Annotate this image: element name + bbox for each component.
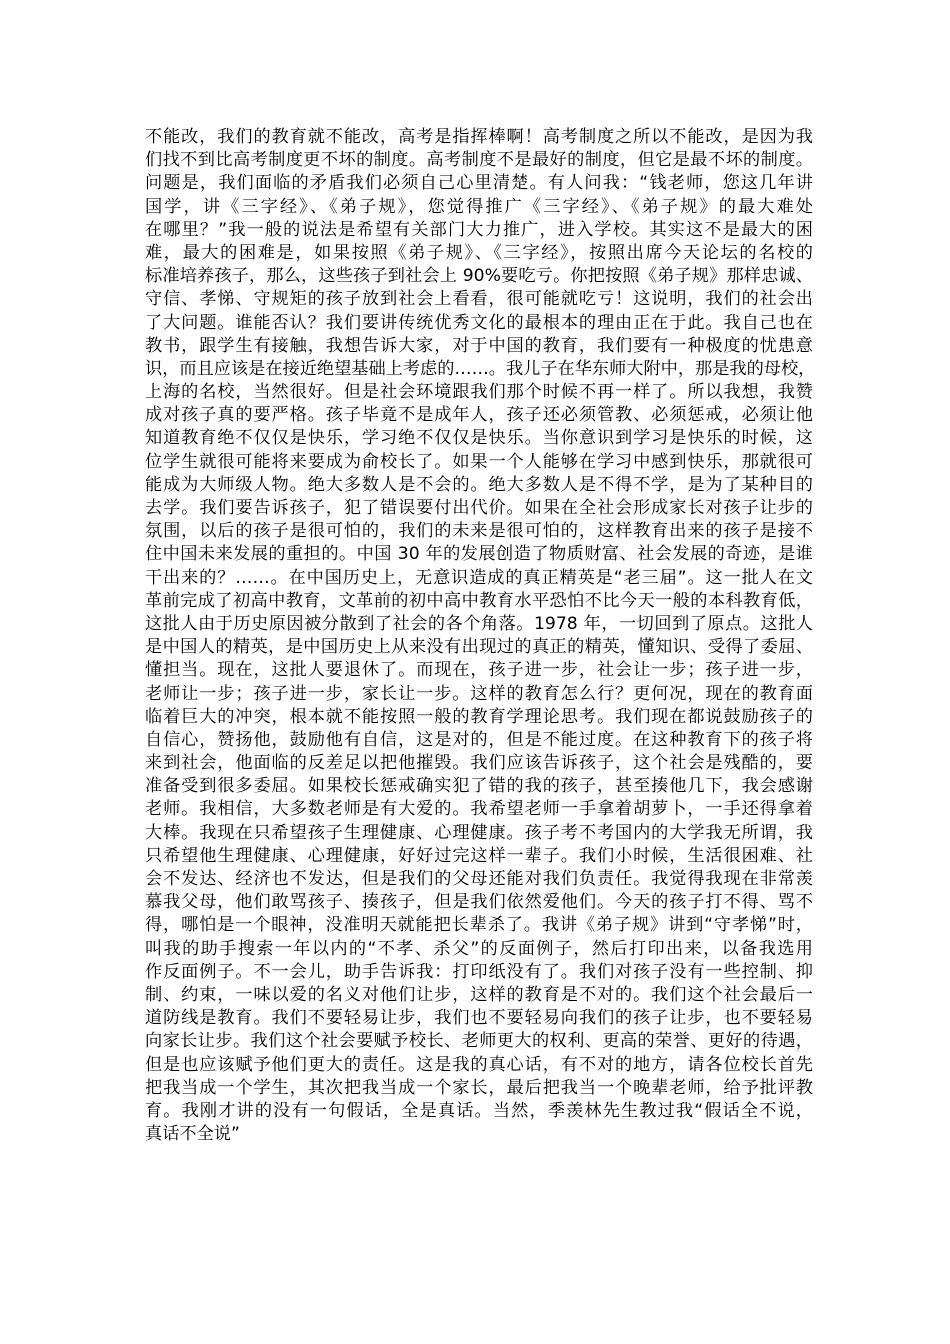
text-line: 把我当成一个学生，其次把我当成一个家长，最后把我当一个晚辈老师，给予批评教 xyxy=(145,1077,813,1098)
text-line: 革前完成了初高中教育，文革前的初中高中教育水平恐怕不比今天一般的本科教育低， xyxy=(145,590,813,611)
text-line: 氛围，以后的孩子是很可怕的，我们的未来是很可怕的，这样教育出来的孩子是接不 xyxy=(145,521,813,542)
text-line: 育。我刚才讲的没有一句假话，全是真话。当然，季羡林先生教过我“假话全不说， xyxy=(145,1100,813,1121)
text-line: 得，哪怕是一个眼神，没准明天就能把长辈杀了。我讲《弟子规》讲到“守孝悌”时， xyxy=(145,915,813,936)
text-line: 向家长让步。我们这个社会要赋予校长、老师更大的权利、更高的荣誉、更好的待遇， xyxy=(145,1031,813,1052)
text-line: 老师。我相信，大多数老师是有大爱的。我希望老师一手拿着胡萝卜，一手还得拿着 xyxy=(145,799,813,820)
text-line: 干出来的？……。在中国历史上，无意识造成的真正精英是“老三届”。这一批人在文 xyxy=(145,567,813,588)
text-line: 住中国未来发展的重担的。中国 30 年的发展创造了物质财富、社会发展的奇迹，是谁 xyxy=(145,544,813,565)
body-text xyxy=(145,126,816,1146)
text-line: 自信心，赞扬他，鼓励他有自信，这是对的，但是不能过度。在这种教育下的孩子将 xyxy=(145,729,813,750)
text-line: 教书，跟学生有接触，我想告诉大家，对于中国的教育，我们要有一种极度的忧患意 xyxy=(145,335,813,356)
text-line: 老师让一步；孩子进一步，家长让一步。这样的教育怎么行？更何况，现在的教育面 xyxy=(145,683,813,704)
text-line: 上海的名校，当然很好。但是社会环境跟我们那个时候不再一样了。所以我想，我赞 xyxy=(145,382,813,403)
text-line: 问题是，我们面临的矛盾我们必须自己心里清楚。有人问我：“钱老师，您这几年讲 xyxy=(145,173,813,194)
text-line: 能成为大师级人物。绝大多数人是不会的。绝大多数人是不得不学，是为了某种目的 xyxy=(145,474,813,495)
text-line: 守信、孝悌、守规矩的孩子放到社会上看看，很可能就吃亏！这说明，我们的社会出 xyxy=(145,289,813,310)
text-line: 来到社会，他面临的反差足以把他摧毁。我们应该告诉孩子，这个社会是残酷的，要 xyxy=(145,753,813,774)
text-line: 只希望他生理健康、心理健康，好好过完这样一辈子。我们小时候，生活很困难、社 xyxy=(145,845,813,866)
text-line: 是中国人的精英，是中国历史上从来没有出现过的真正的精英，懂知识、受得了委屈、 xyxy=(145,637,813,658)
text-line: 不能改，我们的教育就不能改，高考是指挥棒啊！高考制度之所以不能改，是因为我 xyxy=(145,127,813,147)
text-line: 知道教育绝不仅仅是快乐，学习绝不仅仅是快乐。当你意识到学习是快乐的时候，这 xyxy=(145,428,813,449)
text-line: 位学生就很可能将来要成为俞校长了。如果一个人能够在学习中感到快乐，那就很可 xyxy=(145,451,813,472)
text-line: 国学，讲《三字经》、《弟子规》，您觉得推广《三字经》、《弟子规》的最大难处 xyxy=(145,196,813,217)
text-line: 大棒。我现在只希望孩子生理健康、心理健康。孩子考不考国内的大学我无所谓，我 xyxy=(145,822,813,843)
text-line: 制、约束，一味以爱的名义对他们让步，这样的教育是不对的。我们这个社会最后一 xyxy=(145,984,813,1005)
text-line: 准备受到很多委屈。如果校长惩戒确实犯了错的我的孩子，甚至揍他几下，我会感谢 xyxy=(145,776,813,797)
text-line: 会不发达、经济也不发达，但是我们的父母还能对我们负责任。我觉得我现在非常羡 xyxy=(145,869,813,889)
text-line: 临着巨大的冲突，根本就不能按照一般的教育学理论思考。我们现在都说鼓励孩子的 xyxy=(145,706,813,727)
text-line: 这批人由于历史原因被分散到了社会的各个角落。1978 年，一切回到了原点。这批人 xyxy=(145,613,813,634)
text-line: 懂担当。现在，这批人要退休了。而现在，孩子进一步，社会让一步；孩子进一步， xyxy=(145,660,813,681)
text-line: 慕我父母，他们敢骂孩子、揍孩子，但是我们依然爱他们。今天的孩子打不得、骂不 xyxy=(145,892,813,913)
text-line: 标准培养孩子，那么，这些孩子到社会上 90%要吃亏。你把按照《弟子规》那样忠诚、 xyxy=(145,266,813,287)
text-line: 但是也应该赋予他们更大的责任。这是我的真心话，有不对的地方，请各位校长首先 xyxy=(145,1054,813,1075)
text-line: 在哪里？”我一般的说法是希望有关部门大力推广，进入学校。其实这不是最大的困 xyxy=(145,219,813,240)
text-line: 成对孩子真的要严格。孩子毕竟不是成年人，孩子还必须管教、必须惩戒，必须让他 xyxy=(145,405,813,426)
text-line: 作反面例子。不一会儿，助手告诉我：打印纸没有了。我们对孩子没有一些控制、抑 xyxy=(145,961,813,982)
text-line: 去学。我们要告诉孩子，犯了错误要付出代价。如果在全社会形成家长对孩子让步的 xyxy=(145,498,813,518)
text-line: 们找不到比高考制度更不坏的制度。高考制度不是最好的制度，但它是最不坏的制度。 xyxy=(145,150,813,171)
text-line: 识，而且应该是在接近绝望基础上考虑的……。我儿子在华东师大附中，那是我的母校， xyxy=(145,358,816,379)
text-line: 难，最大的困难是，如果按照《弟子规》、《三字经》，按照出席今天论坛的名校的 xyxy=(145,242,813,263)
text-line: 了大问题。谁能否认？我们要讲传统优秀文化的最根本的理由正在于此。我自己也在 xyxy=(145,312,813,333)
text-line-last: 真话不全说” xyxy=(145,1124,240,1145)
text-line: 道防线是教育。我们不要轻易让步，我们也不要轻易向我们的孩子让步，也不要轻易 xyxy=(145,1008,813,1029)
text-line: 叫我的助手搜索一年以内的“不孝、杀父”的反面例子，然后打印出来，以备我选用 xyxy=(145,938,813,959)
